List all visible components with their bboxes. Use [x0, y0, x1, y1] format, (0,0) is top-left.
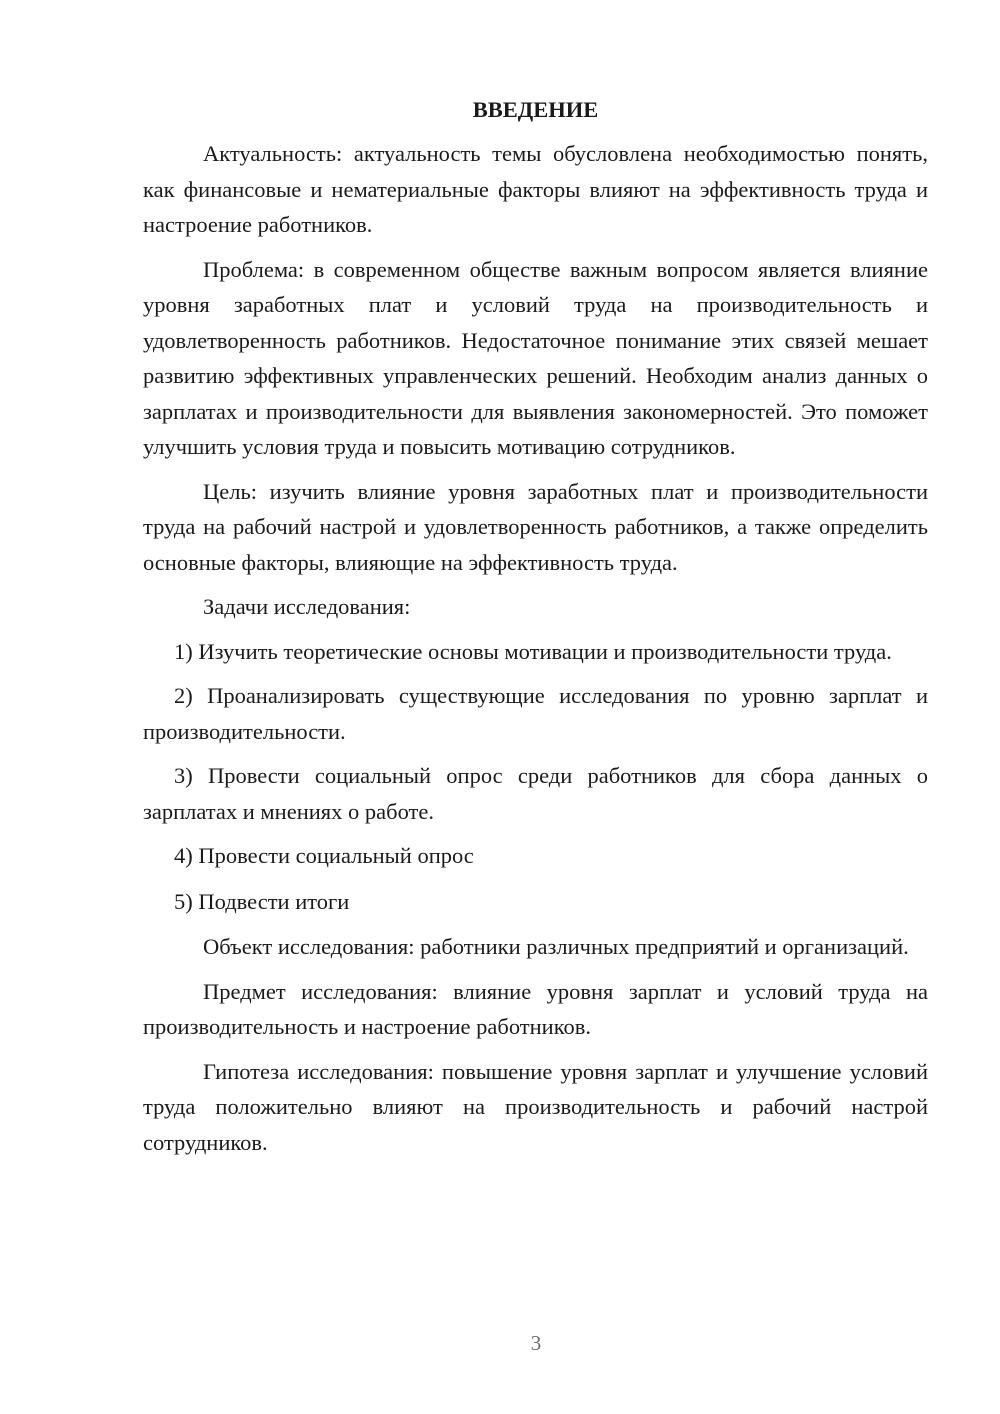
list-item: 2) Проанализировать существующие исследования по уровню зарплат и производительности.: [143, 683, 928, 744]
paragraph-object: Объект исследования: работники различных предприятий и организаций.: [203, 934, 909, 959]
document-page: [143, 92, 928, 1169]
page-title: ВВЕДЕНИЕ: [472, 97, 599, 122]
tasks-heading: Задачи исследования:: [203, 594, 411, 619]
tasks-list: [143, 634, 928, 920]
list-item: 4) Провести социальный опрос: [174, 843, 474, 868]
paragraph-subject: Предмет исследования: влияние уровня зарплат и условий труда на производительность и настроение работников.: [143, 978, 928, 1039]
paragraph-relevance: Актуальность: актуальность темы обусловлена необходимостью понять, как финансовые и нематериальные факторы влияют на эффективность труда и настроение работников.: [143, 141, 928, 237]
page-number: 3: [530, 1331, 542, 1355]
list-item: 1) Изучить теоретические основы мотивации и производительности труда.: [174, 638, 892, 664]
paragraph-hypothesis: Гипотеза исследования: повышение уровня зарплат и улучшение условий труда положительно влияют на производительность и рабочий настрой сотрудников.: [143, 1058, 928, 1155]
paragraph-goal: Цель: изучить влияние уровня заработных плат и производительности труда на рабочий настрой и удовлетворенность работников, а также определить основные факторы, влияющие на эффективность труда.: [143, 478, 928, 575]
list-item: 3) Провести социальный опрос среди работников для сбора данных о зарплатах и мнениях о работе.: [143, 763, 928, 824]
list-item: 5) Подвести итоги: [174, 888, 350, 914]
paragraph-problem: Проблема: в современном обществе важным вопросом является влияние уровня заработных плат и условий труда на производительность и удовлетворенность работников. Недостаточное понимание этих связей мешает развитию эффективных управленческих решений. Необходим анализ данных о зарплатах и производительности для выявления закономерностей. Это поможет улучшить условия труда и повысить мотивацию сотрудников.: [143, 256, 928, 459]
